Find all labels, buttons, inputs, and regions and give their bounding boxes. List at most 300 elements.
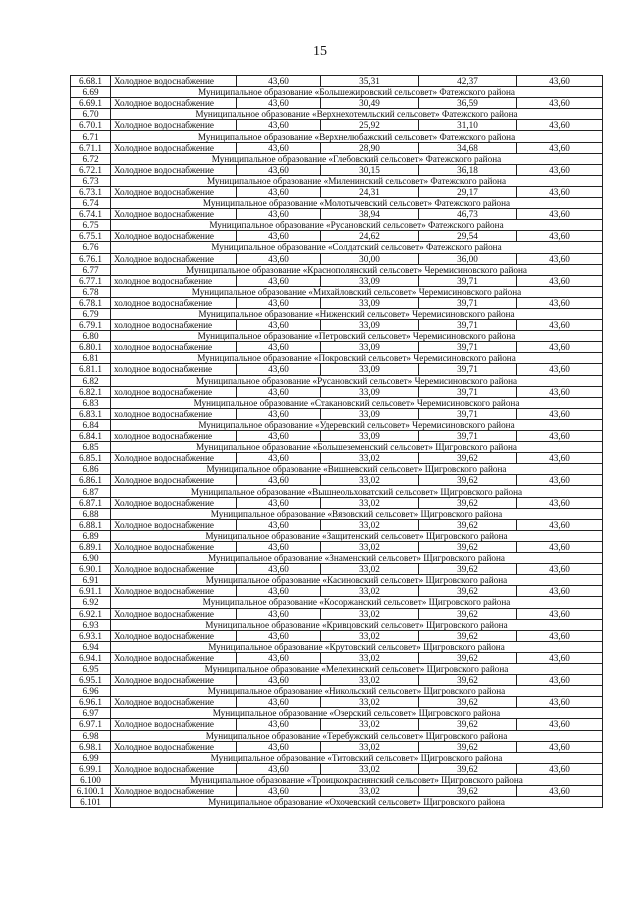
service-cell: Холодное водоснабжение bbox=[111, 719, 237, 730]
tariff-value-cell: 39,71 bbox=[419, 342, 517, 353]
tariff-value-cell: 33,02 bbox=[321, 697, 419, 708]
municipality-row bbox=[71, 397, 603, 408]
item-number-cell: 6.90 bbox=[71, 553, 111, 564]
item-number-cell: 6.94.1 bbox=[71, 652, 111, 663]
municipality-name-cell: Муниципальное образование «Защитенский сельсовет» Щигровского района bbox=[111, 530, 603, 541]
item-number-cell: 6.100.1 bbox=[71, 786, 111, 797]
tariff-row bbox=[71, 342, 603, 353]
item-number-cell: 6.71.1 bbox=[71, 142, 111, 153]
tariff-value-cell: 39,62 bbox=[419, 475, 517, 486]
municipality-row bbox=[71, 264, 603, 275]
tariff-value-cell: 33,02 bbox=[321, 763, 419, 774]
municipality-row bbox=[71, 486, 603, 497]
tariff-value-cell: 43,60 bbox=[237, 164, 321, 175]
service-cell: Холодное водоснабжение bbox=[111, 76, 237, 87]
municipality-row bbox=[71, 663, 603, 674]
service-cell: холодное водоснабжение bbox=[111, 364, 237, 375]
tariff-value-cell: 43,60 bbox=[517, 253, 603, 264]
service-cell: Холодное водоснабжение bbox=[111, 608, 237, 619]
tariff-row bbox=[71, 164, 603, 175]
item-number-cell: 6.83 bbox=[71, 397, 111, 408]
tariff-row bbox=[71, 541, 603, 552]
tariff-row bbox=[71, 475, 603, 486]
item-number-cell: 6.75.1 bbox=[71, 231, 111, 242]
tariff-row bbox=[71, 320, 603, 331]
item-number-cell: 6.89.1 bbox=[71, 541, 111, 552]
tariff-value-cell: 39,71 bbox=[419, 320, 517, 331]
tariff-value-cell: 43,60 bbox=[517, 342, 603, 353]
tariff-table bbox=[70, 75, 603, 808]
service-cell: Холодное водоснабжение bbox=[111, 164, 237, 175]
item-number-cell: 6.91.1 bbox=[71, 586, 111, 597]
item-number-cell: 6.86 bbox=[71, 464, 111, 475]
item-number-cell: 6.95 bbox=[71, 663, 111, 674]
tariff-value-cell: 39,62 bbox=[419, 741, 517, 752]
item-number-cell: 6.86.1 bbox=[71, 475, 111, 486]
tariff-value-cell: 43,60 bbox=[517, 608, 603, 619]
tariff-value-cell: 39,62 bbox=[419, 586, 517, 597]
municipality-name-cell: Муниципальное образование «Озерский сельсовет» Щигровского района bbox=[111, 708, 603, 719]
tariff-value-cell: 43,60 bbox=[237, 630, 321, 641]
service-cell: холодное водоснабжение bbox=[111, 297, 237, 308]
page-number: 15 bbox=[313, 44, 327, 59]
tariff-value-cell: 39,71 bbox=[419, 431, 517, 442]
service-cell: холодное водоснабжение bbox=[111, 275, 237, 286]
tariff-row bbox=[71, 76, 603, 87]
tariff-value-cell: 25,92 bbox=[321, 120, 419, 131]
municipality-row bbox=[71, 331, 603, 342]
tariff-row bbox=[71, 186, 603, 197]
item-number-cell: 6.95.1 bbox=[71, 675, 111, 686]
municipality-row bbox=[71, 575, 603, 586]
tariff-value-cell: 30,00 bbox=[321, 253, 419, 264]
tariff-value-cell: 43,60 bbox=[237, 186, 321, 197]
service-cell: Холодное водоснабжение bbox=[111, 186, 237, 197]
tariff-row bbox=[71, 253, 603, 264]
municipality-name-cell: Муниципальное образование «Теребужский сельсовет» Щигровского района bbox=[111, 730, 603, 741]
item-number-cell: 6.79.1 bbox=[71, 320, 111, 331]
service-cell: Холодное водоснабжение bbox=[111, 564, 237, 575]
tariff-value-cell: 33,02 bbox=[321, 630, 419, 641]
item-number-cell: 6.75 bbox=[71, 220, 111, 231]
tariff-value-cell: 43,60 bbox=[517, 320, 603, 331]
tariff-row bbox=[71, 142, 603, 153]
tariff-value-cell: 43,60 bbox=[237, 453, 321, 464]
municipality-row bbox=[71, 774, 603, 785]
tariff-value-cell: 33,09 bbox=[321, 320, 419, 331]
tariff-value-cell: 33,09 bbox=[321, 297, 419, 308]
municipality-name-cell: Муниципальное образование «Крутовский сельсовет» Щигровского района bbox=[111, 641, 603, 652]
service-cell: холодное водоснабжение bbox=[111, 320, 237, 331]
item-number-cell: 6.98 bbox=[71, 730, 111, 741]
municipality-row bbox=[71, 419, 603, 430]
tariff-value-cell: 43,60 bbox=[237, 652, 321, 663]
tariff-row bbox=[71, 231, 603, 242]
tariff-value-cell: 43,60 bbox=[517, 763, 603, 774]
tariff-value-cell: 43,60 bbox=[237, 275, 321, 286]
tariff-value-cell: 33,02 bbox=[321, 741, 419, 752]
tariff-value-cell: 43,60 bbox=[237, 541, 321, 552]
municipality-name-cell: Муниципальное образование «Верхнелюбажский сельсовет» Фатежского района bbox=[111, 131, 603, 142]
tariff-value-cell: 43,60 bbox=[237, 564, 321, 575]
service-cell: холодное водоснабжение bbox=[111, 342, 237, 353]
service-cell: Холодное водоснабжение bbox=[111, 475, 237, 486]
item-number-cell: 6.80 bbox=[71, 331, 111, 342]
municipality-row bbox=[71, 730, 603, 741]
tariff-value-cell: 24,62 bbox=[321, 231, 419, 242]
municipality-name-cell: Муниципальное образование «Титовский сельсовет» Щигровского района bbox=[111, 752, 603, 763]
service-cell: Холодное водоснабжение bbox=[111, 209, 237, 220]
municipality-row bbox=[71, 752, 603, 763]
tariff-value-cell: 29,17 bbox=[419, 186, 517, 197]
item-number-cell: 6.97.1 bbox=[71, 719, 111, 730]
municipality-name-cell: Муниципальное образование «Вишневский сельсовет» Щигровского района bbox=[111, 464, 603, 475]
tariff-value-cell: 43,60 bbox=[237, 763, 321, 774]
tariff-value-cell: 43,60 bbox=[517, 186, 603, 197]
tariff-value-cell: 43,60 bbox=[517, 541, 603, 552]
tariff-value-cell: 34,68 bbox=[419, 142, 517, 153]
municipality-name-cell: Муниципальное образование «Удеревский сельсовет» Черемисиновского района bbox=[111, 419, 603, 430]
tariff-value-cell: 30,49 bbox=[321, 98, 419, 109]
tariff-value-cell: 39,62 bbox=[419, 453, 517, 464]
tariff-row bbox=[71, 697, 603, 708]
tariff-value-cell: 43,60 bbox=[237, 786, 321, 797]
item-number-cell: 6.81.1 bbox=[71, 364, 111, 375]
municipality-row bbox=[71, 530, 603, 541]
item-number-cell: 6.78 bbox=[71, 286, 111, 297]
tariff-row bbox=[71, 120, 603, 131]
item-number-cell: 6.80.1 bbox=[71, 342, 111, 353]
municipality-row bbox=[71, 220, 603, 231]
item-number-cell: 6.91 bbox=[71, 575, 111, 586]
municipality-row bbox=[71, 708, 603, 719]
municipality-name-cell: Муниципальное образование «Никольский сельсовет» Щигровского района bbox=[111, 686, 603, 697]
tariff-row bbox=[71, 586, 603, 597]
tariff-value-cell: 43,60 bbox=[517, 630, 603, 641]
service-cell: Холодное водоснабжение bbox=[111, 497, 237, 508]
municipality-row bbox=[71, 242, 603, 253]
tariff-value-cell: 43,60 bbox=[517, 297, 603, 308]
tariff-value-cell: 43,60 bbox=[237, 719, 321, 730]
tariff-value-cell: 43,60 bbox=[517, 275, 603, 286]
service-cell: холодное водоснабжение bbox=[111, 431, 237, 442]
tariff-row bbox=[71, 675, 603, 686]
tariff-value-cell: 43,60 bbox=[237, 76, 321, 87]
item-number-cell: 6.99.1 bbox=[71, 763, 111, 774]
item-number-cell: 6.85.1 bbox=[71, 453, 111, 464]
tariff-row bbox=[71, 275, 603, 286]
item-number-cell: 6.93 bbox=[71, 619, 111, 630]
tariff-value-cell: 43,60 bbox=[237, 697, 321, 708]
tariff-value-cell: 43,60 bbox=[517, 431, 603, 442]
item-number-cell: 6.73.1 bbox=[71, 186, 111, 197]
tariff-value-cell: 39,62 bbox=[419, 564, 517, 575]
tariff-value-cell: 33,09 bbox=[321, 386, 419, 397]
tariff-value-cell: 33,02 bbox=[321, 541, 419, 552]
tariff-value-cell: 43,60 bbox=[237, 497, 321, 508]
tariff-value-cell: 33,02 bbox=[321, 786, 419, 797]
municipality-row bbox=[71, 597, 603, 608]
service-cell: Холодное водоснабжение bbox=[111, 675, 237, 686]
item-number-cell: 6.96.1 bbox=[71, 697, 111, 708]
service-cell: Холодное водоснабжение bbox=[111, 142, 237, 153]
municipality-name-cell: Муниципальное образование «Русановский сельсовет» Черемисиновского района bbox=[111, 375, 603, 386]
municipality-row bbox=[71, 198, 603, 209]
item-number-cell: 6.101 bbox=[71, 797, 111, 808]
tariff-row bbox=[71, 564, 603, 575]
item-number-cell: 6.70 bbox=[71, 109, 111, 120]
service-cell: холодное водоснабжение bbox=[111, 386, 237, 397]
tariff-value-cell: 33,02 bbox=[321, 497, 419, 508]
municipality-row bbox=[71, 442, 603, 453]
item-number-cell: 6.74 bbox=[71, 198, 111, 209]
service-cell: Холодное водоснабжение bbox=[111, 697, 237, 708]
item-number-cell: 6.76.1 bbox=[71, 253, 111, 264]
tariff-value-cell: 43,60 bbox=[517, 652, 603, 663]
municipality-name-cell: Муниципальное образование «Охочевский сельсовет» Щигровского района bbox=[111, 797, 603, 808]
item-number-cell: 6.77.1 bbox=[71, 275, 111, 286]
tariff-value-cell: 35,31 bbox=[321, 76, 419, 87]
item-number-cell: 6.85 bbox=[71, 442, 111, 453]
item-number-cell: 6.92 bbox=[71, 597, 111, 608]
tariff-value-cell: 28,90 bbox=[321, 142, 419, 153]
tariff-value-cell: 43,60 bbox=[237, 475, 321, 486]
municipality-name-cell: Муниципальное образование «Знаменский сельсовет» Щигровского района bbox=[111, 553, 603, 564]
tariff-row bbox=[71, 431, 603, 442]
service-cell: Холодное водоснабжение bbox=[111, 253, 237, 264]
tariff-value-cell: 43,60 bbox=[237, 297, 321, 308]
item-number-cell: 6.82.1 bbox=[71, 386, 111, 397]
tariff-value-cell: 43,60 bbox=[517, 564, 603, 575]
tariff-value-cell: 33,02 bbox=[321, 586, 419, 597]
tariff-row bbox=[71, 453, 603, 464]
tariff-value-cell: 39,62 bbox=[419, 719, 517, 730]
municipality-name-cell: Муниципальное образование «Глебовский сельсовет» Фатежского района bbox=[111, 153, 603, 164]
tariff-value-cell: 43,60 bbox=[237, 120, 321, 131]
tariff-row bbox=[71, 497, 603, 508]
tariff-row bbox=[71, 719, 603, 730]
tariff-value-cell: 43,60 bbox=[517, 519, 603, 530]
tariff-value-cell: 43,60 bbox=[237, 408, 321, 419]
item-number-cell: 6.88 bbox=[71, 508, 111, 519]
tariff-value-cell: 39,62 bbox=[419, 652, 517, 663]
tariff-value-cell: 42,37 bbox=[419, 76, 517, 87]
item-number-cell: 6.89 bbox=[71, 530, 111, 541]
municipality-name-cell: Муниципальное образование «Мелехинский сельсовет» Щигровского района bbox=[111, 663, 603, 674]
tariff-value-cell: 43,60 bbox=[517, 586, 603, 597]
service-cell: Холодное водоснабжение bbox=[111, 98, 237, 109]
municipality-row bbox=[71, 797, 603, 808]
tariff-value-cell: 43,60 bbox=[517, 453, 603, 464]
tariff-value-cell: 33,09 bbox=[321, 275, 419, 286]
tariff-value-cell: 24,31 bbox=[321, 186, 419, 197]
municipality-name-cell: Муниципальное образование «Михайловский сельсовет» Черемисиновского района bbox=[111, 286, 603, 297]
municipality-name-cell: Муниципальное образование «Верхнехотемльский сельсовет» Фатежского района bbox=[111, 109, 603, 120]
item-number-cell: 6.99 bbox=[71, 752, 111, 763]
tariff-row bbox=[71, 386, 603, 397]
municipality-row bbox=[71, 308, 603, 319]
item-number-cell: 6.87 bbox=[71, 486, 111, 497]
tariff-value-cell: 43,60 bbox=[517, 209, 603, 220]
item-number-cell: 6.84.1 bbox=[71, 431, 111, 442]
tariff-value-cell: 43,60 bbox=[237, 675, 321, 686]
item-number-cell: 6.100 bbox=[71, 774, 111, 785]
municipality-row bbox=[71, 175, 603, 186]
municipality-name-cell: Муниципальное образование «Петровский сельсовет» Черемисиновского района bbox=[111, 331, 603, 342]
service-cell: Холодное водоснабжение bbox=[111, 453, 237, 464]
item-number-cell: 6.87.1 bbox=[71, 497, 111, 508]
tariff-value-cell: 43,60 bbox=[517, 142, 603, 153]
tariff-value-cell: 39,71 bbox=[419, 275, 517, 286]
municipality-name-cell: Муниципальное образование «Большеземенский сельсовет» Щигровского района bbox=[111, 442, 603, 453]
municipality-row bbox=[71, 641, 603, 652]
tariff-value-cell: 43,60 bbox=[517, 76, 603, 87]
tariff-value-cell: 29,54 bbox=[419, 231, 517, 242]
item-number-cell: 6.92.1 bbox=[71, 608, 111, 619]
tariff-row bbox=[71, 608, 603, 619]
service-cell: Холодное водоснабжение bbox=[111, 120, 237, 131]
tariff-value-cell: 31,10 bbox=[419, 120, 517, 131]
tariff-value-cell: 33,09 bbox=[321, 408, 419, 419]
municipality-name-cell: Муниципальное образование «Стакановский сельсовет» Черемисиновского района bbox=[111, 397, 603, 408]
tariff-value-cell: 36,59 bbox=[419, 98, 517, 109]
tariff-row bbox=[71, 519, 603, 530]
service-cell: Холодное водоснабжение bbox=[111, 586, 237, 597]
tariff-row bbox=[71, 209, 603, 220]
tariff-value-cell: 43,60 bbox=[237, 586, 321, 597]
tariff-value-cell: 33,09 bbox=[321, 364, 419, 375]
tariff-value-cell: 38,94 bbox=[321, 209, 419, 220]
item-number-cell: 6.70.1 bbox=[71, 120, 111, 131]
service-cell: Холодное водоснабжение bbox=[111, 763, 237, 774]
item-number-cell: 6.94 bbox=[71, 641, 111, 652]
municipality-name-cell: Муниципальное образование «Покровский сельсовет» Черемисиновского района bbox=[111, 353, 603, 364]
tariff-row bbox=[71, 741, 603, 752]
municipality-row bbox=[71, 131, 603, 142]
item-number-cell: 6.79 bbox=[71, 308, 111, 319]
tariff-value-cell: 43,60 bbox=[237, 608, 321, 619]
tariff-value-cell: 39,62 bbox=[419, 763, 517, 774]
tariff-row bbox=[71, 297, 603, 308]
tariff-value-cell: 43,60 bbox=[237, 342, 321, 353]
tariff-value-cell: 43,60 bbox=[517, 164, 603, 175]
service-cell: Холодное водоснабжение bbox=[111, 519, 237, 530]
tariff-row bbox=[71, 652, 603, 663]
municipality-name-cell: Муниципальное образование «Солдатский сельсовет» Фатежского района bbox=[111, 242, 603, 253]
tariff-value-cell: 30,15 bbox=[321, 164, 419, 175]
municipality-name-cell: Муниципальное образование «Вышнеольховатский сельсовет» Щигровского района bbox=[111, 486, 603, 497]
item-number-cell: 6.84 bbox=[71, 419, 111, 430]
tariff-value-cell: 39,71 bbox=[419, 297, 517, 308]
service-cell: Холодное водоснабжение bbox=[111, 652, 237, 663]
municipality-name-cell: Муниципальное образование «Молотычевский сельсовет» Фатежского района bbox=[111, 198, 603, 209]
municipality-name-cell: Муниципальное образование «Троицкокраснянский сельсовет» Щигровского района bbox=[111, 774, 603, 785]
tariff-value-cell: 43,60 bbox=[237, 364, 321, 375]
tariff-value-cell: 43,60 bbox=[517, 675, 603, 686]
tariff-value-cell: 36,18 bbox=[419, 164, 517, 175]
municipality-row bbox=[71, 286, 603, 297]
tariff-value-cell: 43,60 bbox=[237, 741, 321, 752]
tariff-row bbox=[71, 786, 603, 797]
tariff-value-cell: 43,60 bbox=[517, 697, 603, 708]
tariff-value-cell: 39,71 bbox=[419, 386, 517, 397]
service-cell: Холодное водоснабжение bbox=[111, 541, 237, 552]
municipality-name-cell: Муниципальное образование «Косоржанский сельсовет» Щигровского района bbox=[111, 597, 603, 608]
tariff-value-cell: 39,62 bbox=[419, 497, 517, 508]
service-cell: Холодное водоснабжение bbox=[111, 630, 237, 641]
item-number-cell: 6.69.1 bbox=[71, 98, 111, 109]
item-number-cell: 6.69 bbox=[71, 87, 111, 98]
item-number-cell: 6.83.1 bbox=[71, 408, 111, 419]
item-number-cell: 6.90.1 bbox=[71, 564, 111, 575]
municipality-name-cell: Муниципальное образование «Большежировский сельсовет» Фатежского района bbox=[111, 87, 603, 98]
item-number-cell: 6.82 bbox=[71, 375, 111, 386]
municipality-name-cell: Муниципальное образование «Русановский сельсовет» Фатежского района bbox=[111, 220, 603, 231]
tariff-value-cell: 43,60 bbox=[517, 386, 603, 397]
tariff-value-cell: 43,60 bbox=[517, 719, 603, 730]
tariff-value-cell: 43,60 bbox=[517, 98, 603, 109]
tariff-value-cell: 33,02 bbox=[321, 519, 419, 530]
item-number-cell: 6.98.1 bbox=[71, 741, 111, 752]
tariff-value-cell: 33,09 bbox=[321, 342, 419, 353]
tariff-value-cell: 39,62 bbox=[419, 630, 517, 641]
municipality-name-cell: Муниципальное образование «Вязовский сельсовет» Щигровского района bbox=[111, 508, 603, 519]
tariff-value-cell: 39,62 bbox=[419, 608, 517, 619]
tariff-row bbox=[71, 763, 603, 774]
tariff-value-cell: 43,60 bbox=[517, 786, 603, 797]
item-number-cell: 6.74.1 bbox=[71, 209, 111, 220]
tariff-value-cell: 43,60 bbox=[517, 231, 603, 242]
tariff-value-cell: 33,02 bbox=[321, 564, 419, 575]
municipality-name-cell: Муниципальное образование «Касиновский сельсовет» Щигровского района bbox=[111, 575, 603, 586]
tariff-value-cell: 33,02 bbox=[321, 453, 419, 464]
item-number-cell: 6.81 bbox=[71, 353, 111, 364]
tariff-value-cell: 43,60 bbox=[237, 253, 321, 264]
tariff-value-cell: 43,60 bbox=[517, 741, 603, 752]
tariff-value-cell: 43,60 bbox=[237, 320, 321, 331]
tariff-value-cell: 39,62 bbox=[419, 675, 517, 686]
municipality-row bbox=[71, 464, 603, 475]
item-number-cell: 6.96 bbox=[71, 686, 111, 697]
tariff-row bbox=[71, 98, 603, 109]
tariff-value-cell: 39,71 bbox=[419, 364, 517, 375]
municipality-row bbox=[71, 153, 603, 164]
item-number-cell: 6.78.1 bbox=[71, 297, 111, 308]
service-cell: Холодное водоснабжение bbox=[111, 741, 237, 752]
item-number-cell: 6.93.1 bbox=[71, 630, 111, 641]
tariff-value-cell: 39,71 bbox=[419, 408, 517, 419]
service-cell: Холодное водоснабжение bbox=[111, 786, 237, 797]
tariff-value-cell: 43,60 bbox=[237, 231, 321, 242]
tariff-value-cell: 39,62 bbox=[419, 697, 517, 708]
municipality-name-cell: Муниципальное образование «Миленинский сельсовет» Фатежского района bbox=[111, 175, 603, 186]
service-cell: Холодное водоснабжение bbox=[111, 231, 237, 242]
tariff-value-cell: 39,62 bbox=[419, 519, 517, 530]
item-number-cell: 6.88.1 bbox=[71, 519, 111, 530]
item-number-cell: 6.68.1 bbox=[71, 76, 111, 87]
municipality-name-cell: Муниципальное образование «Кривцовский сельсовет» Щигровского района bbox=[111, 619, 603, 630]
municipality-row bbox=[71, 619, 603, 630]
tariff-row bbox=[71, 630, 603, 641]
municipality-row bbox=[71, 508, 603, 519]
tariff-value-cell: 36,00 bbox=[419, 253, 517, 264]
municipality-row bbox=[71, 353, 603, 364]
item-number-cell: 6.72 bbox=[71, 153, 111, 164]
tariff-value-cell: 43,60 bbox=[517, 475, 603, 486]
item-number-cell: 6.77 bbox=[71, 264, 111, 275]
item-number-cell: 6.71 bbox=[71, 131, 111, 142]
municipality-row bbox=[71, 375, 603, 386]
